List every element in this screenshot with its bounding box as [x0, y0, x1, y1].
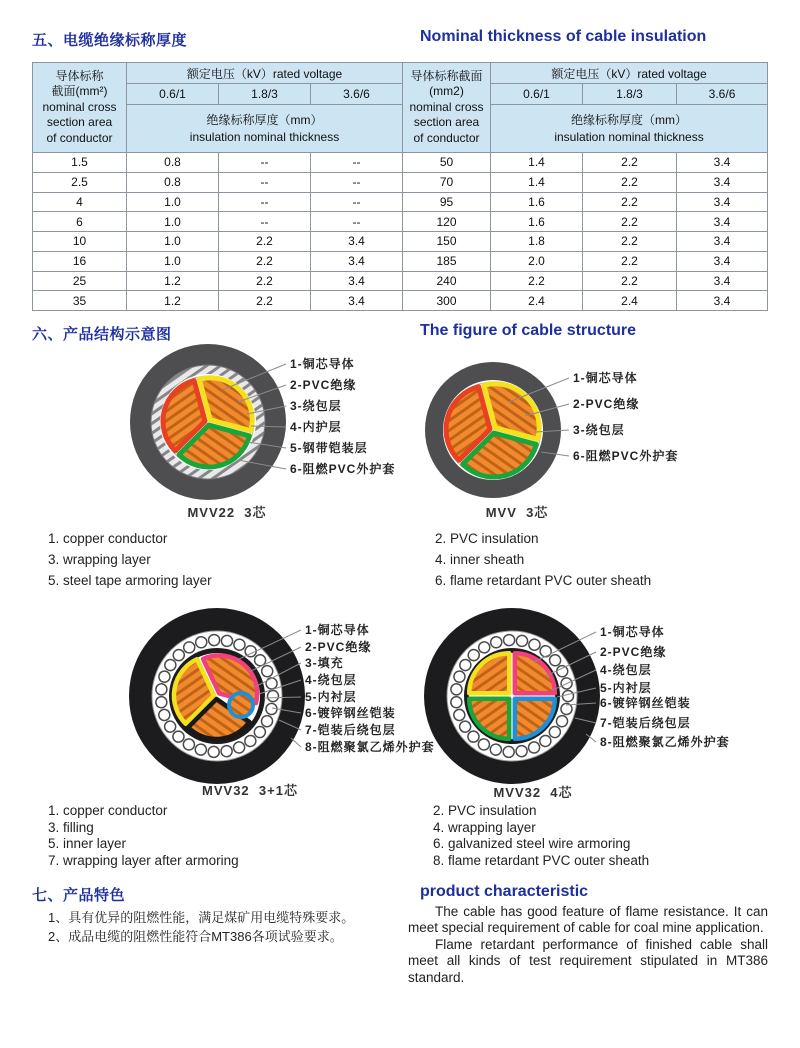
characteristic-paragraph: The cable has good feature of flame resistance. It can meet special requirement of cable for coal mine application.: [408, 904, 768, 936]
list-item: 6. flame retardant PVC outer sheath: [435, 573, 652, 588]
table-cell: 4: [33, 192, 127, 212]
diagram-label: 2-PVC绝缘: [290, 378, 357, 392]
table-cell: 2.4: [583, 291, 677, 311]
diagram-label: 3-绕包层: [573, 423, 625, 437]
diagram-label: 5-内衬层: [600, 681, 652, 695]
table-cell: 3.4: [311, 251, 403, 271]
features-zh: [48, 908, 354, 946]
parts-list-1-left: [48, 528, 212, 591]
table-cell: 3.4: [677, 212, 768, 232]
table-cell: 1.4: [491, 153, 583, 173]
header-line: 绝缘标称厚度（mm）: [206, 112, 323, 127]
table-cell: 3.4: [677, 232, 768, 252]
table-row: [33, 291, 768, 311]
table-cell: 1.5: [33, 153, 127, 173]
voltage-col: 0.6/1: [127, 84, 219, 105]
conductor-header-left: [33, 63, 127, 153]
feature-item: 1、具有优异的阻燃性能，满足煤矿用电缆特殊要求。: [48, 910, 355, 925]
diagram-label: 1-铜芯导体: [600, 625, 665, 639]
table-cell: 16: [33, 251, 127, 271]
voltage-header-left: 额定电压（kV）rated voltage: [127, 63, 403, 84]
header-line: 导体标称: [55, 68, 104, 83]
list-item: 7. wrapping layer after armoring: [48, 852, 239, 868]
table-cell: 1.6: [491, 192, 583, 212]
section6-title-en: The figure of cable structure: [420, 322, 637, 339]
parts-list-2-right: [433, 803, 649, 869]
table-cell: --: [311, 192, 403, 212]
table-cell: 2.2: [491, 271, 583, 291]
diagram-label: 6-镀锌钢丝铠装: [305, 706, 396, 720]
list-item: 4. inner sheath: [435, 552, 525, 567]
voltage-col: 1.8/3: [583, 84, 677, 105]
table-cell: 2.2: [219, 271, 311, 291]
diagram-label: 2-PVC绝缘: [305, 640, 372, 654]
header-line: section area: [413, 115, 480, 130]
table-cell: 1.0: [127, 212, 219, 232]
table-cell: 2.5: [33, 172, 127, 192]
header-line: nominal cross: [42, 99, 117, 114]
table-cell: 2.2: [219, 232, 311, 252]
diagram-label: 3-绕包层: [290, 399, 342, 413]
characteristic-en: [408, 904, 768, 986]
table-row: [33, 192, 768, 212]
cable-diagram-mvv32-3plus1core: [125, 602, 445, 794]
diagram-label: 5-钢带铠装层: [290, 441, 368, 455]
list-item: 8. flame retardant PVC outer sheath: [433, 852, 650, 868]
voltage-header-right: 额定电压（kV）rated voltage: [491, 63, 768, 84]
table-cell: 3.4: [677, 271, 768, 291]
table-cell: 120: [403, 212, 491, 232]
table-cell: 2.2: [583, 192, 677, 212]
voltage-col: 1.8/3: [219, 84, 311, 105]
list-item: 5. steel tape armoring layer: [48, 573, 212, 588]
diagram-label: 4-绕包层: [600, 663, 652, 677]
figure-caption: MVV32 3+1芯: [202, 783, 298, 798]
header-line: insulation nominal thickness: [554, 129, 704, 144]
table-cell: 2.2: [219, 291, 311, 311]
table-cell: 0.8: [127, 153, 219, 173]
table-cell: 95: [403, 192, 491, 212]
table-cell: 1.0: [127, 232, 219, 252]
table-cell: 10: [33, 232, 127, 252]
table-cell: --: [311, 212, 403, 232]
voltage-col: 3.6/6: [311, 84, 403, 105]
table-cell: --: [219, 212, 311, 232]
list-item: 5. inner layer: [48, 836, 127, 851]
insulation-thickness-table: [32, 62, 768, 311]
section5-title-zh: 五、电缆绝缘标称厚度: [32, 32, 188, 49]
table-cell: 25: [33, 271, 127, 291]
table-cell: --: [219, 172, 311, 192]
table-cell: 2.2: [583, 271, 677, 291]
neutral-core-circle: [229, 693, 253, 717]
thickness-header-right: [491, 105, 768, 153]
parts-list-1-right: [435, 528, 651, 591]
table-cell: 1.8: [491, 232, 583, 252]
voltage-col: 3.6/6: [677, 84, 768, 105]
thickness-header-left: [127, 105, 403, 153]
characteristic-paragraph: Flame retardant performance of finished cable shall meet all kinds of test requirement stipulated in MT386 standard.: [408, 936, 768, 985]
table-cell: 240: [403, 271, 491, 291]
parts-list-2-left: [48, 803, 239, 869]
table-cell: 3.4: [311, 271, 403, 291]
section7-title-en: product characteristic: [420, 883, 589, 900]
header-line: nominal cross: [409, 99, 484, 114]
diagram-label: 5-内衬层: [305, 690, 357, 704]
table-cell: 3.4: [677, 172, 768, 192]
diagram-label: 1-铜芯导体: [305, 623, 370, 637]
header-line: 绝缘标称厚度（mm）: [571, 112, 688, 127]
diagram-label: 2-PVC绝缘: [600, 645, 667, 659]
table-cell: 0.8: [127, 172, 219, 192]
table-cell: 3.4: [311, 232, 403, 252]
section7-title-zh: 七、产品特色: [32, 887, 126, 904]
header-line: 截面(mm²): [51, 84, 108, 99]
section5-title-en: Nominal thickness of cable insulation: [420, 28, 707, 45]
header-line: of conductor: [46, 130, 113, 145]
figure-caption: MVV22 3芯: [187, 505, 267, 520]
table-cell: 70: [403, 172, 491, 192]
table-cell: 35: [33, 291, 127, 311]
list-item: 3. wrapping layer: [48, 552, 151, 567]
table-cell: 2.4: [491, 291, 583, 311]
table-cell: 150: [403, 232, 491, 252]
diagram-label: 6-阻燃PVC外护套: [290, 462, 396, 476]
table-cell: 1.2: [127, 271, 219, 291]
diagram-label: 1-铜芯导体: [573, 371, 638, 385]
table-row: [33, 172, 768, 192]
table-cell: 1.0: [127, 192, 219, 212]
table-cell: 2.2: [583, 172, 677, 192]
table-cell: 1.4: [491, 172, 583, 192]
table-row: [33, 251, 768, 271]
table-cell: 2.2: [583, 251, 677, 271]
table-cell: 2.2: [583, 232, 677, 252]
list-item: 3. filling: [48, 819, 94, 835]
table-cell: 2.2: [583, 212, 677, 232]
table-cell: --: [219, 192, 311, 212]
diagram-label: 7-铠装后绕包层: [600, 716, 691, 730]
table-row: [33, 271, 768, 291]
list-item: 6. galvanized steel wire armoring: [433, 836, 631, 851]
table-cell: 300: [403, 291, 491, 311]
figure-caption: MVV 3芯: [485, 505, 549, 520]
feature-item: 2、成品电缆的阻燃性能符合MT386各项试验要求。: [48, 929, 343, 944]
diagram-label: 8-阻燃聚氯乙烯外护套: [600, 735, 730, 749]
diagram-label: 2-PVC绝缘: [573, 397, 640, 411]
voltage-col: 0.6/1: [491, 84, 583, 105]
table-cell: 2.0: [491, 251, 583, 271]
cable-diagram-mvv32-4core: [420, 602, 740, 794]
table-cell: --: [311, 153, 403, 173]
table-cell: 3.4: [677, 153, 768, 173]
diagram-label: 1-铜芯导体: [290, 357, 355, 371]
header-line: 导体标称截面: [410, 68, 483, 83]
table-cell: 2.2: [583, 153, 677, 173]
list-item: 1. copper conductor: [48, 531, 168, 546]
table-row: [33, 232, 768, 252]
diagram-label: 6-阻燃PVC外护套: [573, 449, 679, 463]
diagram-label: 6-镀锌钢丝铠装: [600, 696, 691, 710]
header-line: section area: [46, 115, 113, 130]
header-line: (mm2): [429, 84, 464, 99]
table-cell: 3.4: [311, 291, 403, 311]
diagram-label: 3-填充: [305, 656, 344, 670]
diagram-label: 4-内护层: [290, 420, 342, 434]
cable-diagram-mvv-3core: [415, 356, 715, 506]
diagram-label: 7-铠装后绕包层: [305, 723, 396, 737]
list-item: 1. copper conductor: [48, 803, 168, 818]
table-cell: 2.2: [219, 251, 311, 271]
conductor-header-right: [403, 63, 491, 153]
header-line: of conductor: [413, 130, 480, 145]
table-cell: --: [219, 153, 311, 173]
header-line: insulation nominal thickness: [189, 129, 340, 144]
section6-title-zh: 六、产品结构示意图: [32, 326, 172, 343]
list-item: 2. PVC insulation: [435, 531, 539, 546]
diagram-label: 8-阻燃聚氯乙烯外护套: [305, 740, 435, 754]
list-item: 2. PVC insulation: [433, 803, 537, 818]
table-row: [33, 153, 768, 173]
table-cell: 3.4: [677, 291, 768, 311]
table-cell: --: [311, 172, 403, 192]
table-cell: 185: [403, 251, 491, 271]
diagram-label: 4-绕包层: [305, 673, 357, 687]
table-row: [33, 212, 768, 232]
table-cell: 1.2: [127, 291, 219, 311]
table-cell: 3.4: [677, 251, 768, 271]
table-cell: 6: [33, 212, 127, 232]
table-cell: 50: [403, 153, 491, 173]
table-cell: 1.6: [491, 212, 583, 232]
table-cell: 3.4: [677, 192, 768, 212]
cable-diagram-mvv22-3core: [118, 338, 418, 510]
list-item: 4. wrapping layer: [433, 819, 536, 835]
label-line: [291, 738, 301, 747]
figure-caption: MVV32 4芯: [493, 785, 573, 800]
table-cell: 1.0: [127, 251, 219, 271]
